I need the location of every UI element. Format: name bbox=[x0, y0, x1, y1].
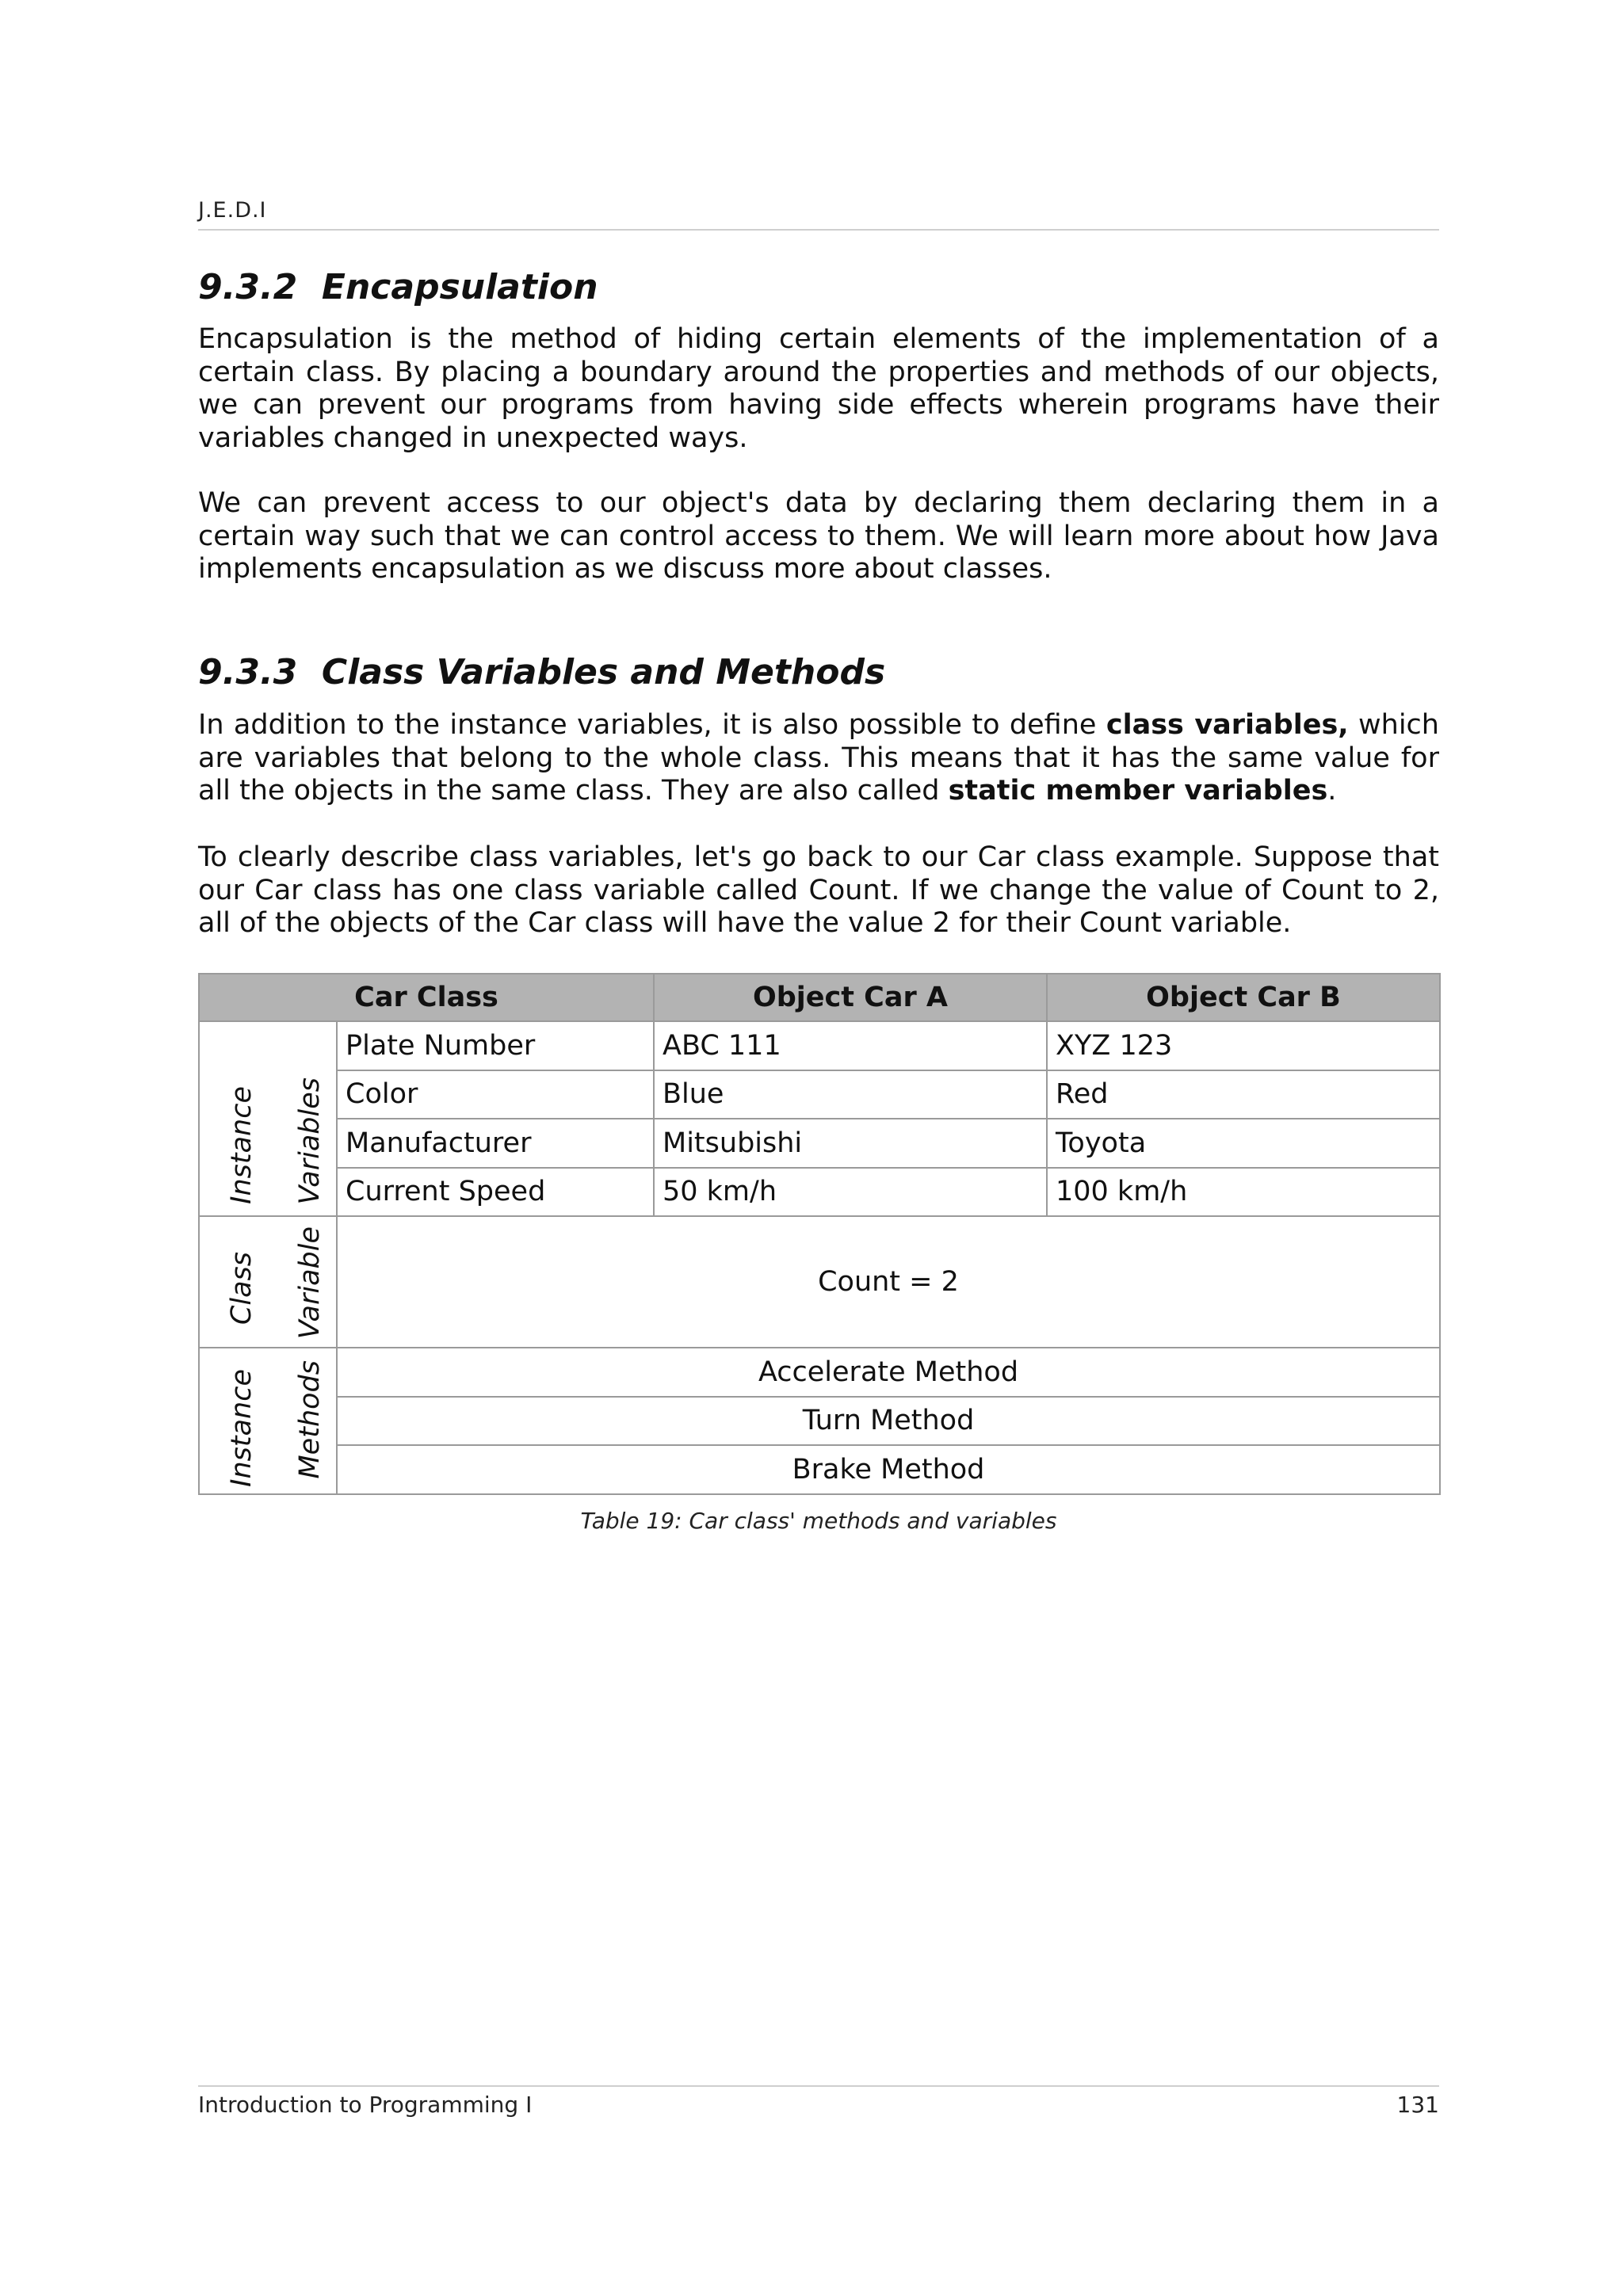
group-label-line: Instance bbox=[226, 1086, 258, 1204]
table-row bbox=[199, 1070, 1440, 1119]
running-header: J.E.D.I bbox=[198, 198, 1439, 231]
table-cell: Toyota bbox=[1047, 1119, 1440, 1168]
table-cell: 50 km/h bbox=[654, 1168, 1047, 1217]
text-run: In addition to the instance variables, it is also possible to define bbox=[198, 709, 1106, 741]
group-label-class-variable bbox=[199, 1216, 337, 1348]
table-cell: Current Speed bbox=[337, 1168, 654, 1217]
group-label-instance-variables bbox=[199, 1021, 337, 1216]
paragraph-encapsulation-1: Encapsulation is the method of hiding certain elements of the implementation of a certain class. By placing a boundary around the properties and methods of our objects, we can prevent our programs from having side effects wherein programs have their variables changed in unexpected ways. bbox=[198, 323, 1439, 454]
table-row bbox=[199, 1168, 1440, 1217]
footer-page-number: 131 bbox=[1396, 2092, 1439, 2118]
car-class-table bbox=[198, 973, 1441, 1495]
header-car-class: Car Class bbox=[199, 974, 654, 1021]
table-cell: Blue bbox=[654, 1070, 1047, 1119]
method-cell: Accelerate Method bbox=[337, 1348, 1440, 1397]
table-header-row bbox=[199, 974, 1440, 1021]
group-label-line: Class bbox=[226, 1251, 258, 1325]
text-run: which are variables that belong to the whole class. This means that it has the same value for all the objects in the same class. They are also called bbox=[198, 709, 1439, 807]
group-label-line: Variable bbox=[294, 1226, 326, 1339]
paragraph-encapsulation-2: We can prevent access to our object's data by declaring them declaring them in a certain way such that we can control access to them. We will learn more about how Java implements encapsulation as we discuss more about classes. bbox=[198, 487, 1439, 585]
method-cell: Brake Method bbox=[337, 1445, 1440, 1494]
table-row bbox=[199, 1119, 1440, 1168]
group-label-line: Variables bbox=[294, 1077, 326, 1204]
paragraph-class-variables-1 bbox=[198, 709, 1439, 808]
paragraph-class-variables-2: To clearly describe class variables, let's go back to our Car class example. Suppose that our Car class has one class variable called Count. If we change the value of Count to 2, all of the objects of the Car class will have the value 2 for their Count variable. bbox=[198, 841, 1439, 939]
header-object-car-b: Object Car B bbox=[1047, 974, 1440, 1021]
footer-book-title: Introduction to Programming I bbox=[198, 2092, 533, 2118]
table-row-method bbox=[199, 1397, 1440, 1446]
group-label-line: Methods bbox=[294, 1360, 326, 1479]
header-object-car-a: Object Car A bbox=[654, 974, 1047, 1021]
heading-class-variables: 9.3.3 Class Variables and Methods bbox=[198, 652, 886, 692]
table-cell: Color bbox=[337, 1070, 654, 1119]
table-cell: 100 km/h bbox=[1047, 1168, 1440, 1217]
table-cell: Manufacturer bbox=[337, 1119, 654, 1168]
table-row-method bbox=[199, 1445, 1440, 1494]
table-cell: Mitsubishi bbox=[654, 1119, 1047, 1168]
bold-term-static-member-variables: static member variables bbox=[948, 775, 1328, 807]
table-cell: Red bbox=[1047, 1070, 1440, 1119]
class-variable-value: Count = 2 bbox=[337, 1216, 1440, 1348]
document-page bbox=[198, 0, 1439, 2296]
method-cell: Turn Method bbox=[337, 1397, 1440, 1446]
text-run: . bbox=[1327, 775, 1337, 807]
table-cell: Plate Number bbox=[337, 1021, 654, 1070]
group-label-instance-methods bbox=[199, 1348, 337, 1494]
table-row bbox=[199, 1021, 1440, 1070]
heading-encapsulation: 9.3.2 Encapsulation bbox=[198, 267, 598, 307]
table-cell: XYZ 123 bbox=[1047, 1021, 1440, 1070]
page-footer bbox=[198, 2085, 1439, 2118]
bold-term-class-variables: class variables, bbox=[1106, 709, 1349, 741]
table-cell: ABC 111 bbox=[654, 1021, 1047, 1070]
table-caption: Table 19: Car class' methods and variables bbox=[580, 1508, 1057, 1534]
table-row-method bbox=[199, 1348, 1440, 1397]
table-row-class-variable bbox=[199, 1216, 1440, 1348]
group-label-line: Instance bbox=[226, 1369, 258, 1487]
